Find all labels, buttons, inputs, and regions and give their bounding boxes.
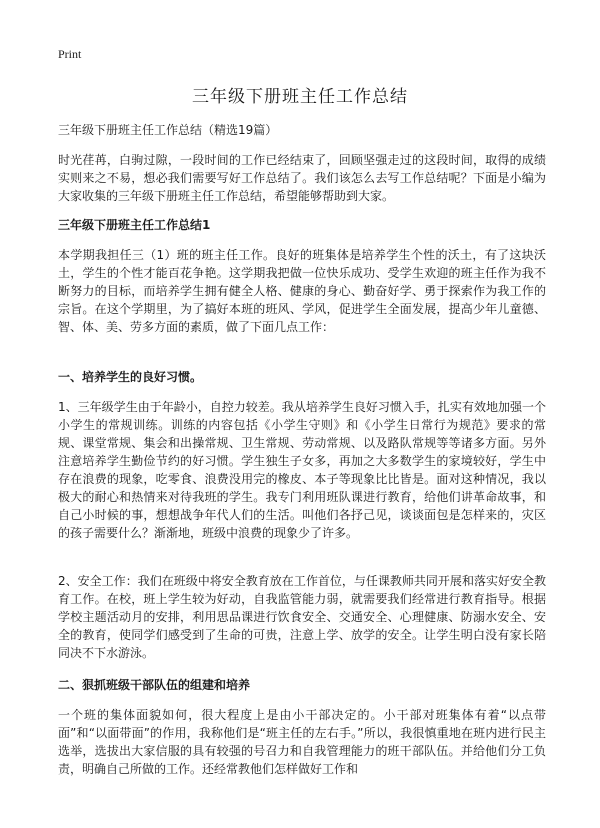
heading-good-habits: 一、培养学生的良好习惯。 — [58, 370, 203, 384]
print-link[interactable]: Print — [58, 47, 82, 61]
section-1-paragraph: 本学期我担任三（1）班的班主任工作。良好的班集体是培养学生个性的沃土，有了这块沃土，学生的个性才能百花争艳。这学期我把做一位快乐成功、受学生欢迎的班主任作为我不断努力的目标，而培养学生拥有健全人格、健康的身心、勤奋好学、勇于探索作为我工作的宗旨。在这个学期里，为了搞好本班的班风、学风，促进学生全面发展，提高少年儿童德、智、体、美、劳多方面的素质，做了下面几点工作： — [58, 248, 546, 334]
cadres-paragraph: 一个班的集体面貌如何，很大程度上是由小干部决定的。小干部对班集体有着“以点带面”和“以面带面”的作用，我称他们是“班主任的左右手。”所以，我很慎重地在班内进行民主选举，选拔出大家信服的具有较强的号召力和自我管理能力的班干部队伍。并给他们分工负责，明确自己所做的工作。还经常教他们怎样做好工作和 — [58, 708, 546, 776]
habits-paragraph: 1、三年级学生由于年龄小，自控力较差。我从培养学生良好习惯入手，扎实有效地加强一个小学生的常规训练。训练的内容包括《小学生守则》和《小学生日常行为规范》要求的常规、课堂常规、集会和出操常规、卫生常规、劳动常规、以及路队常规等等诸多方面。另外注意培养学生勤俭节约的好习惯。学生独生子女多，再加之大多数学生的家境较好，学生中存在浪费的现象，吃零食、浪费没用完的橡皮、本子等现象比比皆是。面对这种情况，我以极大的耐心和热情来对待我班的学生。我专门利用班队课进行教育，给他们讲革命故事，和自己小时候的事，想想战争年代人们的生活。叫他们各抒己见，谈谈面包是怎样来的，灾区的孩子需要什么？渐渐地，班级中浪费的现象少了许多。 — [58, 400, 546, 540]
heading-class-cadres: 二、狠抓班级干部队伍的组建和培养 — [58, 678, 251, 692]
section-1-title: 三年级下册班主任工作总结1 — [58, 218, 211, 232]
document-subtitle: 三年级下册班主任工作总结（精选19篇） — [58, 123, 278, 137]
safety-paragraph: 2、安全工作：我们在班级中将安全教育放在工作首位，与任课教师共同开展和落实好安全教育工作。在校，班上学生较为好动，自我监管能力弱，就需要我们经常进行教育指导。根据学校主题活动月的安排，利用思品课进行饮食安全、交通安全、心理健康、防溺水安全、安全的教育，使同学们感受到了生命的可贵，注意上学、放学的安全。让学生明白没有家长陪同决不下水游泳。 — [58, 574, 546, 660]
intro-paragraph: 时光荏苒，白驹过隙，一段时间的工作已经结束了，回顾坚强走过的这段时间，取得的成绩实则来之不易，想必我们需要写好工作总结了。我们该怎么去写工作总结呢？下面是小编为大家收集的三年级下册班主任工作总结，希望能够帮助到大家。 — [58, 153, 546, 203]
document-title: 三年级下册班主任工作总结 — [192, 87, 408, 107]
